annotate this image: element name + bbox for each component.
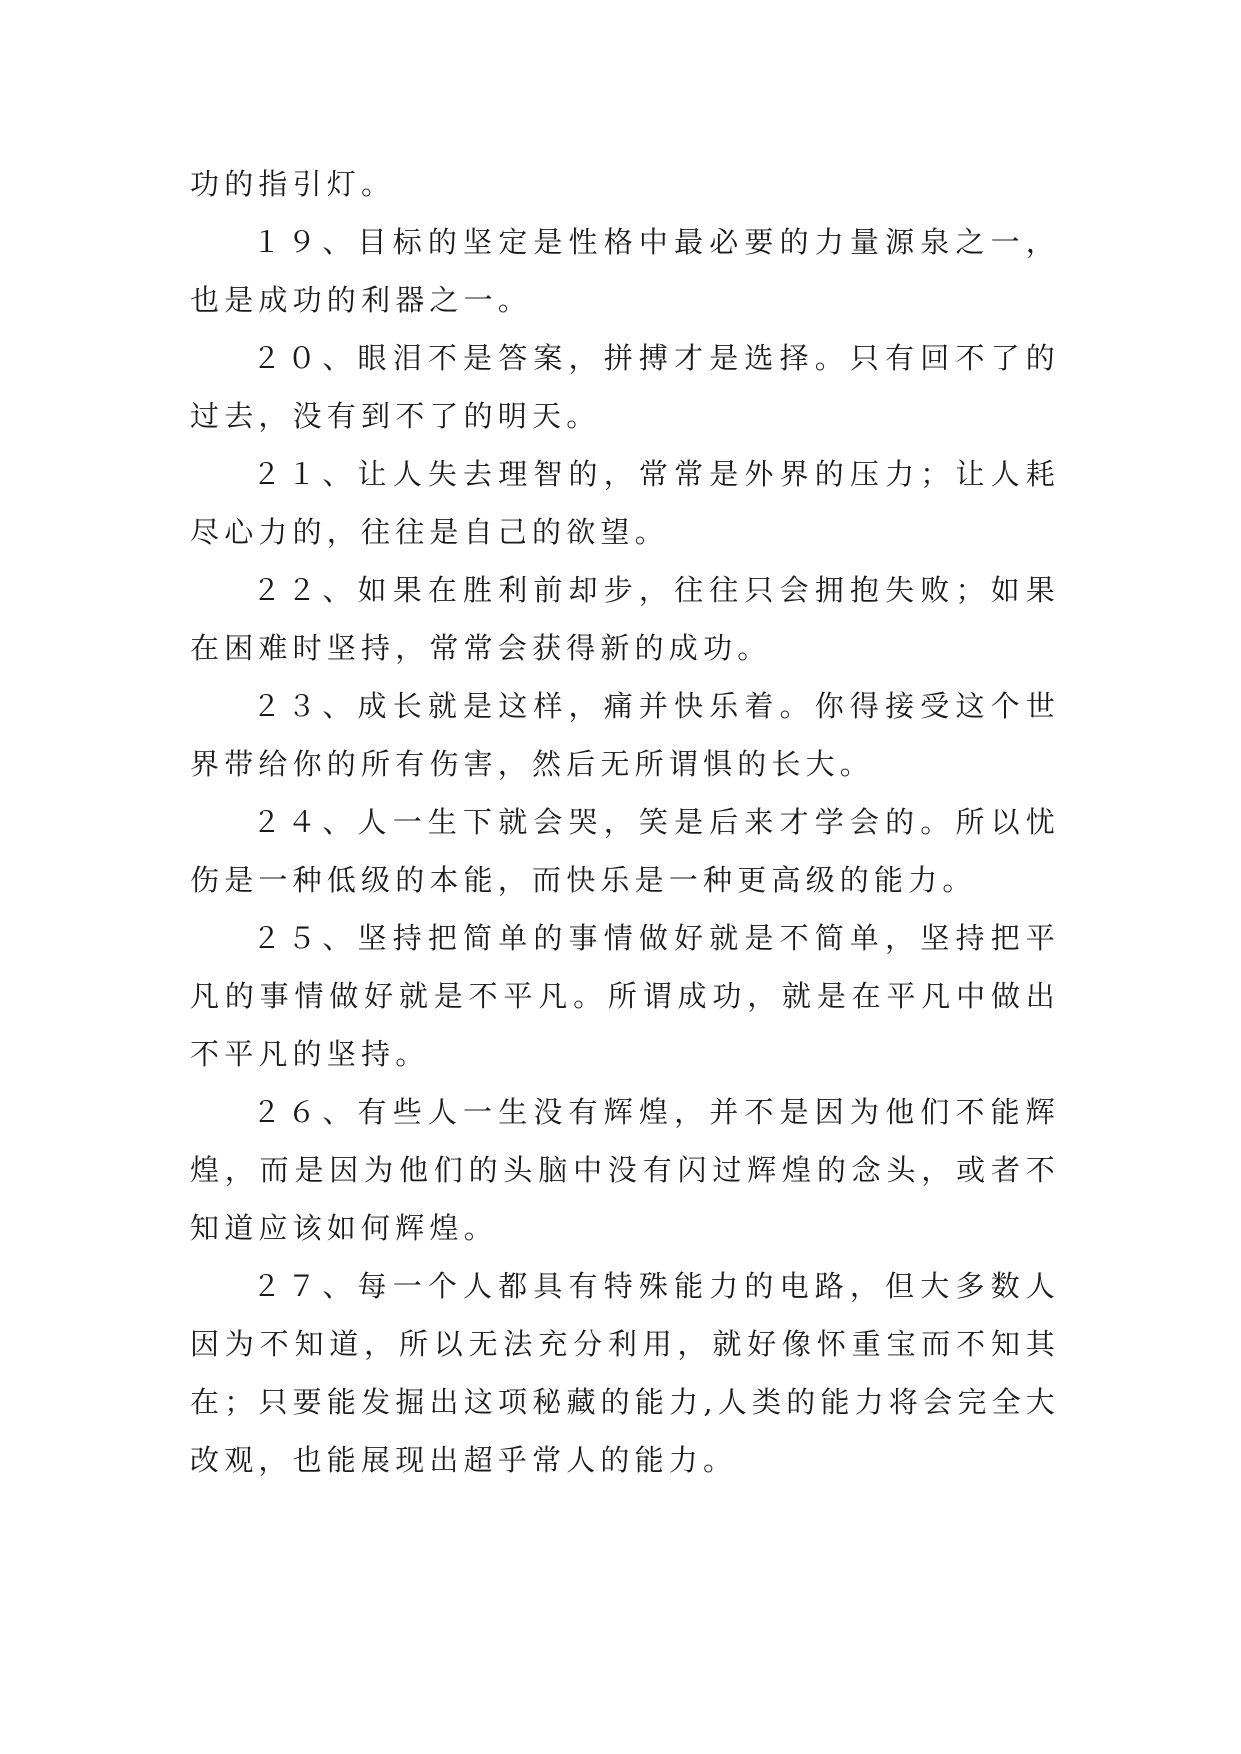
- paragraph-item-19: １９、目标的坚定是性格中最必要的力量源泉之一，也是成功的利器之一。: [190, 225, 1060, 317]
- paragraph-item-25: ２５、坚持把简单的事情做好就是不简单，坚持把平凡的事情做好就是不平凡。所谓成功，就是在平凡中做出不平凡的坚持。: [190, 921, 1060, 1071]
- document-body: [190, 155, 1060, 1489]
- paragraph-item-23: ２３、成长就是这样，痛并快乐着。你得接受这个世界带给你的所有伤害，然后无所谓惧的长大。: [190, 689, 1060, 781]
- paragraph-item-24: ２４、人一生下就会哭，笑是后来才学会的。所以忧伤是一种低级的本能，而快乐是一种更高级的能力。: [190, 805, 1060, 897]
- paragraph-item-20: ２０、眼泪不是答案，拼搏才是选择。只有回不了的过去，没有到不了的明天。: [190, 341, 1060, 433]
- paragraph-item-22: ２２、如果在胜利前却步，往往只会拥抱失败；如果在困难时坚持，常常会获得新的成功。: [190, 573, 1060, 665]
- paragraph-continuation: 功的指引灯。: [190, 167, 396, 201]
- paragraph-item-26: ２６、有些人一生没有辉煌，并不是因为他们不能辉煌，而是因为他们的头脑中没有闪过辉煌的念头，或者不知道应该如何辉煌。: [190, 1095, 1060, 1245]
- paragraph-item-21: ２１、让人失去理智的，常常是外界的压力；让人耗尽心力的，往往是自己的欲望。: [190, 457, 1060, 549]
- paragraph-item-27: ２７、每一个人都具有特殊能力的电路，但大多数人因为不知道，所以无法充分利用，就好像怀重宝而不知其在；只要能发掘出这项秘藏的能力,人类的能力将会完全大改观，也能展现出超乎常人的能力。: [190, 1269, 1060, 1477]
